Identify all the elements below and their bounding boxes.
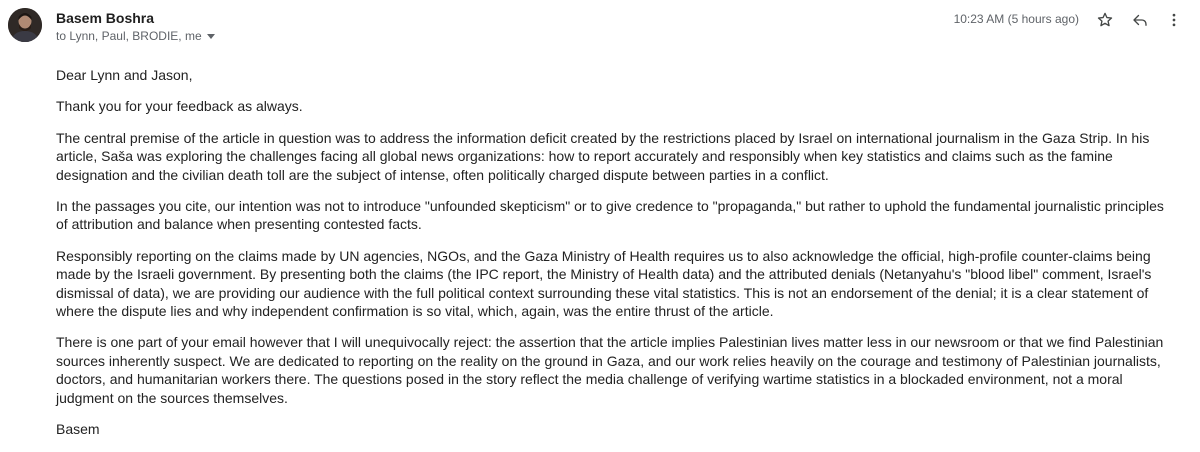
sender-name[interactable]: Basem Boshra <box>56 10 155 26</box>
sender-avatar[interactable] <box>8 8 42 42</box>
body-paragraph: Thank you for your feedback as always. <box>56 98 303 115</box>
recipients-label: to Lynn, Paul, BRODIE, me <box>56 29 202 43</box>
greeting-paragraph: Dear Lynn and Jason, <box>56 67 193 83</box>
reply-button[interactable] <box>1128 8 1152 32</box>
recipients-dropdown[interactable] <box>56 29 215 43</box>
more-vert-icon <box>1165 11 1183 29</box>
message-timestamp: 10:23 AM (5 hours ago) <box>953 12 1079 26</box>
message-header <box>0 0 1200 56</box>
reply-icon <box>1131 11 1149 29</box>
body-paragraph: In the passages you cite, our intention was not to introduce "unfounded skepticism" or to give credence to "propaganda," but rather to uphold the fundamental journalistic principles of attribution and balance when presenting contested facts. <box>56 198 1164 233</box>
body-paragraph: Responsibly reporting on the claims made by UN agencies, NGOs, and the Gaza Ministry of Health requires us to also acknowledge the official, high-profile counter-claims being made by the Israeli government. By presenting both the claims (the IPC report, the Ministry of Health data) and the attributed denials (Netanyahu's "blood libel" comment, Israel's dismissal of data), we are providing our audience with the full political context surrounding these vital statistics. This is not an endorsement of the denial; it is a clear statement of where the dispute lies and why independent confirmation is so vital, which, again, was the entire thrust of the article. <box>56 247 1152 320</box>
star-button[interactable] <box>1093 8 1117 32</box>
signature: Basem <box>56 421 100 438</box>
more-options-button[interactable] <box>1162 8 1186 32</box>
person-avatar-icon <box>8 8 42 42</box>
caret-down-icon <box>207 34 215 39</box>
star-icon <box>1096 11 1114 29</box>
body-paragraph: The central premise of the article in question was to address the information deficit created by the restrictions placed by Israel on international journalism in the Gaza Strip. In his article, Saša was exploring the challenges facing all global news organizations: how to report accurately and responsibly when key statistics and claims such as the famine designation and the civilian death toll are the subject of intense, often politically charged dispute between parties in a conflict. <box>56 129 1150 183</box>
body-paragraph: There is one part of your email however that I will unequivocally reject: the assertion that the article implies Palestinian lives matter less in our newsroom or that we find Palestinian sources inherently suspect. We are dedicated to reporting on the reality on the ground in Gaza, and our work relies heavily on the courage and testimony of Palestinian journalists, doctors, and humanitarian workers there. The questions posed in the story reflect the media challenge of verifying wartime statistics in a blockaded environment, not a moral judgment on the sources themselves. <box>56 334 1164 406</box>
message-body <box>56 66 1176 452</box>
